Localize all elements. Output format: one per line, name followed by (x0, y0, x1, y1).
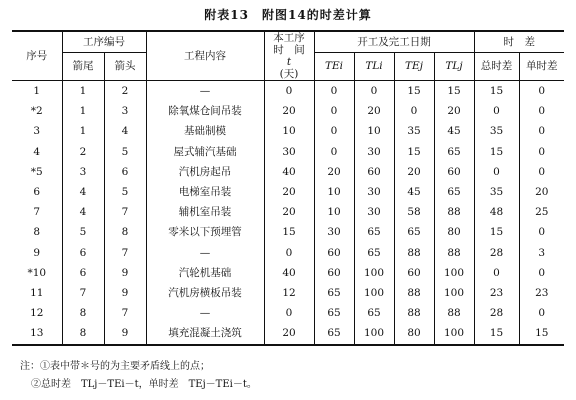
cell-seq: 8 (33, 226, 41, 239)
cell-tei: 0 (314, 81, 354, 102)
header-content: 工程内容 (146, 31, 264, 81)
table-row (12, 263, 564, 283)
cell-t: 20 (264, 182, 314, 202)
cell-tlj: 88 (434, 202, 474, 222)
cell-content: 汽机房起吊 (146, 162, 264, 182)
cell-seq: *10 (27, 266, 47, 279)
cell-total: 0 (474, 263, 519, 283)
cell-t: 0 (264, 81, 314, 102)
cell-total: 23 (474, 283, 519, 303)
cell-i: 8 (62, 324, 104, 345)
cell-free: 0 (519, 162, 564, 182)
cell-j: 7 (104, 243, 146, 263)
cell-seq: 1 (33, 85, 41, 98)
cell-tlj: 100 (434, 324, 474, 345)
cell-seq: *5 (30, 165, 43, 178)
header-duration-line4: (天) (279, 68, 299, 81)
cell-tej: 65 (394, 223, 434, 243)
cell-tej: 45 (394, 182, 434, 202)
cell-tej: 88 (394, 243, 434, 263)
table-row (12, 122, 564, 142)
cell-free: 0 (519, 263, 564, 283)
cell-content: 零米以下预埋管 (146, 223, 264, 243)
cell-content: — (146, 303, 264, 323)
table-row (12, 142, 564, 162)
cell-t: 30 (264, 142, 314, 162)
cell-tej: 80 (394, 324, 434, 345)
slack-table (12, 30, 564, 346)
cell-i: 7 (62, 283, 104, 303)
cell-tli: 65 (354, 243, 394, 263)
header-duration-line1: 本工序 (273, 32, 305, 44)
cell-tej: 58 (394, 202, 434, 222)
cell-tli: 65 (354, 223, 394, 243)
cell-total: 15 (474, 324, 519, 345)
cell-content: 屋式辅汽基础 (146, 142, 264, 162)
cell-tlj: 88 (434, 303, 474, 323)
header-te-i: TEi (314, 53, 354, 81)
cell-tli: 20 (354, 101, 394, 121)
table-row (12, 101, 564, 121)
cell-free: 23 (519, 283, 564, 303)
cell-free: 0 (519, 81, 564, 102)
cell-j: 9 (104, 324, 146, 345)
cell-tli: 30 (354, 202, 394, 222)
cell-tei: 65 (314, 324, 354, 345)
cell-tlj: 80 (434, 223, 474, 243)
cell-t: 0 (264, 303, 314, 323)
header-free-slack: 单时差 (519, 53, 564, 81)
cell-content: — (146, 243, 264, 263)
cell-tlj: 45 (434, 122, 474, 142)
cell-t: 12 (264, 283, 314, 303)
cell-free: 0 (519, 303, 564, 323)
cell-tej: 88 (394, 303, 434, 323)
header-duration-line3: t (286, 56, 292, 69)
cell-tlj: 15 (434, 81, 474, 102)
cell-tli: 30 (354, 142, 394, 162)
cell-tej: 0 (394, 101, 434, 121)
cell-content: — (146, 81, 264, 102)
cell-j: 2 (104, 81, 146, 102)
cell-free: 20 (519, 182, 564, 202)
cell-j: 5 (104, 142, 146, 162)
cell-seq: 9 (33, 246, 41, 259)
cell-t: 20 (264, 202, 314, 222)
cell-t: 40 (264, 162, 314, 182)
cell-tlj: 65 (434, 142, 474, 162)
cell-tei: 65 (314, 283, 354, 303)
cell-j: 9 (104, 283, 146, 303)
cell-i: 8 (62, 303, 104, 323)
cell-free: 0 (519, 122, 564, 142)
cell-i: 2 (62, 142, 104, 162)
header-dates-group: 开工及完工日期 (314, 31, 474, 53)
table-notes (20, 358, 257, 394)
header-te-j: TEj (394, 53, 434, 81)
cell-tli: 0 (354, 81, 394, 102)
table-row (12, 81, 564, 102)
table-row (12, 243, 564, 263)
header-seq: 序号 (12, 31, 62, 81)
cell-i: 1 (62, 122, 104, 142)
table-row (12, 324, 564, 345)
cell-content: 基础制模 (146, 122, 264, 142)
cell-seq: 11 (30, 286, 44, 299)
cell-t: 40 (264, 263, 314, 283)
cell-free: 0 (519, 223, 564, 243)
cell-seq: 12 (30, 307, 44, 320)
cell-seq: 4 (33, 145, 41, 158)
cell-tei: 30 (314, 223, 354, 243)
cell-seq: *2 (30, 105, 43, 118)
cell-i: 6 (62, 243, 104, 263)
cell-free: 25 (519, 202, 564, 222)
table-row (12, 283, 564, 303)
cell-seq: 7 (33, 206, 41, 219)
cell-t: 15 (264, 223, 314, 243)
cell-j: 5 (104, 182, 146, 202)
cell-total: 0 (474, 101, 519, 121)
cell-seq: 3 (33, 125, 41, 138)
cell-tei: 20 (314, 162, 354, 182)
cell-tli: 65 (354, 303, 394, 323)
cell-j: 8 (104, 223, 146, 243)
header-node-group: 工序编号 (62, 31, 146, 53)
cell-t: 20 (264, 324, 314, 345)
table-row (12, 182, 564, 202)
cell-tlj: 88 (434, 243, 474, 263)
cell-tei: 0 (314, 142, 354, 162)
cell-j: 9 (104, 263, 146, 283)
table-row (12, 202, 564, 222)
cell-i: 5 (62, 223, 104, 243)
cell-j: 6 (104, 162, 146, 182)
header-tl-j: TLj (434, 53, 474, 81)
cell-tei: 60 (314, 243, 354, 263)
cell-t: 20 (264, 101, 314, 121)
cell-tej: 88 (394, 283, 434, 303)
cell-tlj: 60 (434, 162, 474, 182)
cell-seq: 6 (33, 185, 41, 198)
cell-i: 4 (62, 202, 104, 222)
cell-tli: 100 (354, 263, 394, 283)
cell-content: 汽轮机基础 (146, 263, 264, 283)
cell-free: 0 (519, 142, 564, 162)
cell-total: 15 (474, 223, 519, 243)
cell-seq: 13 (12, 324, 62, 345)
cell-tej: 60 (394, 263, 434, 283)
cell-tei: 0 (314, 101, 354, 121)
cell-j: 7 (104, 303, 146, 323)
cell-free: 15 (519, 324, 564, 345)
cell-i: 1 (62, 101, 104, 121)
cell-tli: 100 (354, 324, 394, 345)
cell-total: 0 (474, 162, 519, 182)
cell-tei: 10 (314, 182, 354, 202)
header-slack-group: 时 差 (474, 31, 564, 53)
cell-content: 汽机房横板吊装 (146, 283, 264, 303)
cell-tej: 35 (394, 122, 434, 142)
note-line-1: 注：①表中带＊号的为主要矛盾线上的点； (20, 361, 210, 372)
table-title: 附表13 附图14的时差计算 (204, 8, 372, 22)
cell-tli: 60 (354, 162, 394, 182)
header-duration-line2: 时 间 (273, 44, 305, 57)
header-node-j: 箭头 (104, 53, 146, 81)
cell-tlj: 65 (434, 182, 474, 202)
cell-total: 15 (474, 81, 519, 102)
cell-content: 辅机室吊装 (146, 202, 264, 222)
cell-tei: 0 (314, 122, 354, 142)
cell-j: 7 (104, 202, 146, 222)
cell-total: 15 (474, 142, 519, 162)
cell-tli: 30 (354, 182, 394, 202)
cell-content: 电梯室吊装 (146, 182, 264, 202)
cell-tli: 100 (354, 283, 394, 303)
cell-free: 3 (519, 243, 564, 263)
header-tl-i: TLi (354, 53, 394, 81)
cell-total: 28 (474, 243, 519, 263)
cell-j: 4 (104, 122, 146, 142)
cell-i: 6 (62, 263, 104, 283)
cell-total: 35 (474, 182, 519, 202)
header-total-slack: 总时差 (474, 53, 519, 81)
table-body (12, 81, 564, 345)
cell-content: 除氧煤仓间吊装 (146, 101, 264, 121)
cell-i: 1 (62, 81, 104, 102)
cell-i: 4 (62, 182, 104, 202)
header-node-i: 箭尾 (62, 53, 104, 81)
cell-tej: 20 (394, 162, 434, 182)
cell-tlj: 100 (434, 283, 474, 303)
cell-t: 0 (264, 243, 314, 263)
note-line-2: ②总时差 TLj－TEi－t，单时差 TEj－TEi－t。 (31, 379, 257, 390)
table-row (12, 162, 564, 182)
cell-free: 0 (519, 101, 564, 121)
header-duration (264, 31, 314, 81)
cell-tei: 10 (314, 202, 354, 222)
cell-tej: 15 (394, 142, 434, 162)
cell-tlj: 100 (434, 263, 474, 283)
table-row (12, 223, 564, 243)
cell-tli: 10 (354, 122, 394, 142)
cell-j: 3 (104, 101, 146, 121)
cell-tei: 65 (314, 303, 354, 323)
cell-tej: 15 (394, 81, 434, 102)
cell-i: 3 (62, 162, 104, 182)
cell-t: 10 (264, 122, 314, 142)
cell-tei: 60 (314, 263, 354, 283)
cell-total: 48 (474, 202, 519, 222)
cell-tlj: 20 (434, 101, 474, 121)
cell-total: 35 (474, 122, 519, 142)
cell-total: 28 (474, 303, 519, 323)
table-row (12, 303, 564, 323)
cell-content: 填充混凝土浇筑 (146, 324, 264, 345)
